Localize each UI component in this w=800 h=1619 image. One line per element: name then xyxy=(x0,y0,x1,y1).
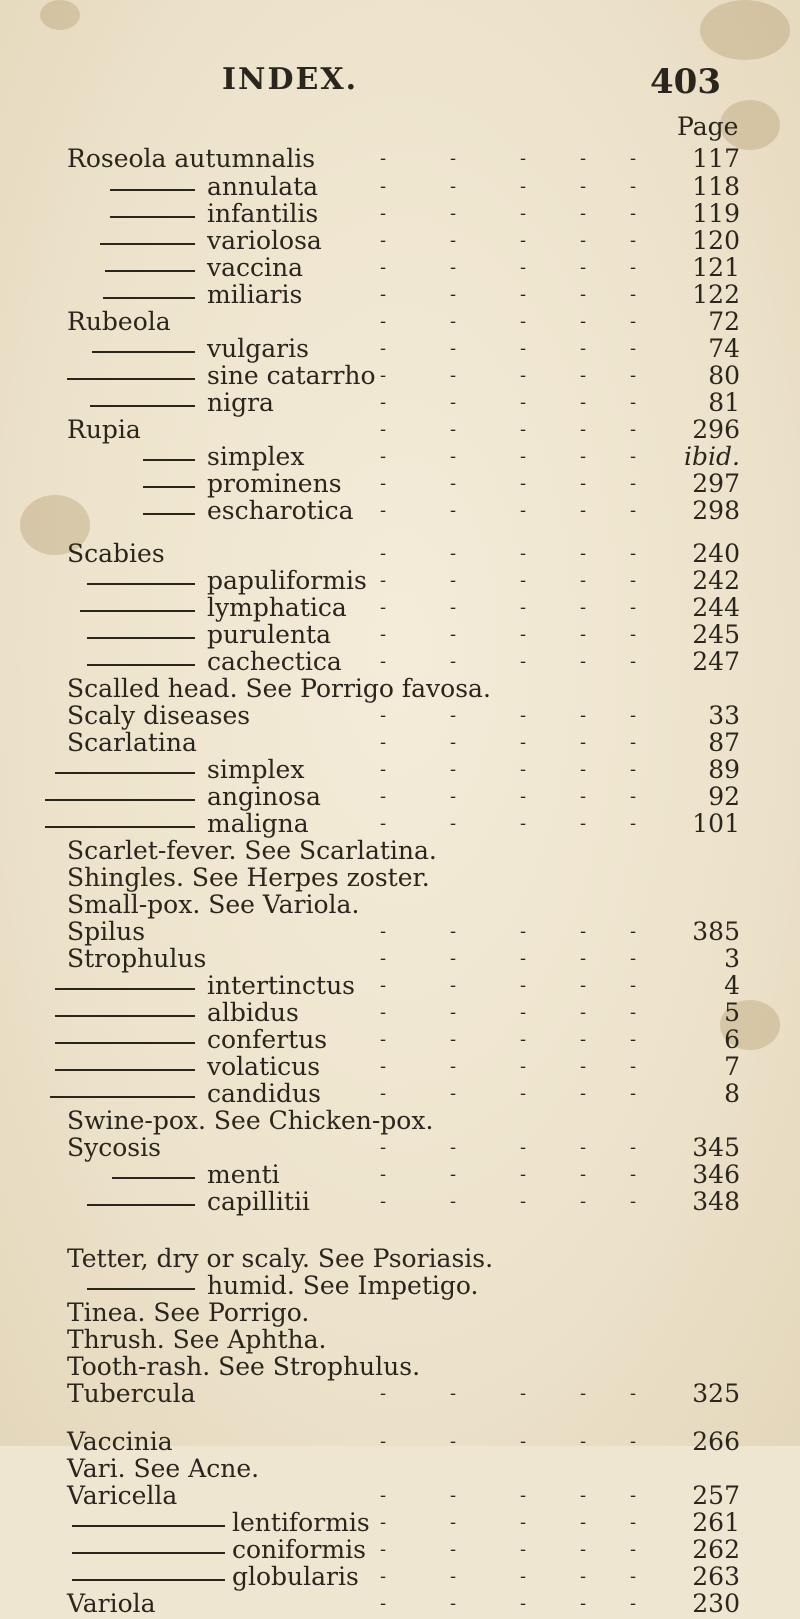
index-entry xyxy=(0,172,800,202)
index-page-ref: 348 xyxy=(692,1187,740,1216)
index-entry xyxy=(0,1271,800,1301)
index-entry xyxy=(0,944,800,974)
index-page-ref: 72 xyxy=(708,307,740,336)
index-page-ref: 120 xyxy=(692,226,740,255)
ditto-rule xyxy=(87,1204,195,1206)
index-subentry-term: intertinctus xyxy=(207,971,356,1000)
ditto-rule xyxy=(50,1096,195,1098)
index-entry xyxy=(0,280,800,310)
leader-dashes: - - - - - xyxy=(380,1137,637,1158)
index-entry xyxy=(0,701,800,731)
index-entry xyxy=(0,1535,800,1565)
leader-dashes: - - - - - xyxy=(380,230,637,251)
index-page-ref: 242 xyxy=(692,566,740,595)
leader-dashes: - - - - - xyxy=(380,1164,637,1185)
index-page-ref: 325 xyxy=(692,1379,740,1408)
index-term: Rubeola xyxy=(67,307,171,336)
index-page-ref: 230 xyxy=(692,1589,740,1618)
index-page-ref: 262 xyxy=(692,1535,740,1564)
index-entry xyxy=(0,1025,800,1055)
ditto-rule xyxy=(87,1288,195,1290)
index-page-ref: 118 xyxy=(692,172,740,201)
index-page-ref: 245 xyxy=(692,620,740,649)
index-entry xyxy=(0,1079,800,1109)
index-page-ref: 81 xyxy=(708,388,740,417)
page-column-label: Page xyxy=(677,112,739,141)
leader-dashes: - - - - - xyxy=(380,651,637,672)
index-subentry-term: vulgaris xyxy=(207,334,309,363)
leader-dashes: - - - - - xyxy=(380,597,637,618)
index-entry xyxy=(0,307,800,337)
leader-dashes: - - - - - xyxy=(380,1002,637,1023)
index-term: Small-pox. See Variola. xyxy=(67,890,360,919)
index-entry xyxy=(0,863,800,893)
ditto-rule xyxy=(143,513,195,515)
leader-dashes: - - - - - xyxy=(380,203,637,224)
ditto-rule xyxy=(105,270,195,272)
leader-dashes: - - - - - xyxy=(380,1512,637,1533)
index-page-ref: 89 xyxy=(708,755,740,784)
index-page-ref: 3 xyxy=(724,944,740,973)
paper-stain xyxy=(700,0,790,60)
ditto-rule xyxy=(103,297,195,299)
index-page-ref: 261 xyxy=(692,1508,740,1537)
ditto-rule xyxy=(72,1525,225,1527)
index-page-ref: 385 xyxy=(692,917,740,946)
index-entry xyxy=(0,1454,800,1484)
index-term: Tinea. See Porrigo. xyxy=(67,1298,310,1327)
paper-stain xyxy=(40,0,80,30)
index-entry xyxy=(0,226,800,256)
ditto-rule xyxy=(112,1177,195,1179)
index-entry xyxy=(0,144,800,174)
index-subentry-term: sine catarrho xyxy=(207,361,376,390)
index-entry xyxy=(0,415,800,445)
index-page-ref: 6 xyxy=(724,1025,740,1054)
index-entry xyxy=(0,361,800,391)
ditto-rule xyxy=(110,189,195,191)
index-page-ref: 119 xyxy=(692,199,740,228)
index-term: Spilus xyxy=(67,917,146,946)
leader-dashes: - - - - - xyxy=(380,705,637,726)
ditto-rule xyxy=(45,799,195,801)
index-subentry-term: globularis xyxy=(232,1562,359,1591)
leader-dashes: - - - - - xyxy=(380,975,637,996)
index-page-ref: 8 xyxy=(724,1079,740,1108)
ditto-rule xyxy=(55,772,195,774)
leader-dashes: - - - - - xyxy=(380,1593,637,1614)
index-term: Roseola autumnalis xyxy=(67,144,316,173)
index-entry xyxy=(0,253,800,283)
ditto-rule xyxy=(72,1579,225,1581)
index-page-ref: 266 xyxy=(692,1427,740,1456)
index-entry xyxy=(0,334,800,364)
index-entry xyxy=(0,442,800,472)
index-entry xyxy=(0,1160,800,1190)
leader-dashes: - - - - - xyxy=(380,1383,637,1404)
index-page-ref: 5 xyxy=(724,998,740,1027)
index-term: Variola xyxy=(67,1589,156,1618)
index-entry xyxy=(0,782,800,812)
index-subentry-term: escharotica xyxy=(207,496,354,525)
leader-dashes: - - - - - xyxy=(380,921,637,942)
running-header-title: INDEX. xyxy=(222,62,359,97)
index-subentry-term: maligna xyxy=(207,809,309,838)
index-subentry-term: infantilis xyxy=(207,199,319,228)
index-page-ref: 345 xyxy=(692,1133,740,1162)
index-page-ref: 263 xyxy=(692,1562,740,1591)
index-term: Strophulus xyxy=(67,944,207,973)
ditto-rule xyxy=(87,664,195,666)
index-entry xyxy=(0,647,800,677)
index-subentry-term: capillitii xyxy=(207,1187,310,1216)
index-entry xyxy=(0,1481,800,1511)
ditto-rule xyxy=(143,486,195,488)
leader-dashes: - - - - - xyxy=(380,570,637,591)
index-page-ref: 257 xyxy=(692,1481,740,1510)
ditto-rule xyxy=(55,1069,195,1071)
index-entry xyxy=(0,674,800,704)
leader-dashes: - - - - - xyxy=(380,311,637,332)
ditto-rule xyxy=(143,459,195,461)
ditto-rule xyxy=(72,1552,225,1554)
index-subentry-term: vaccina xyxy=(207,253,304,282)
leader-dashes: - - - - - xyxy=(380,1029,637,1050)
leader-dashes: - - - - - xyxy=(380,543,637,564)
index-entry xyxy=(0,998,800,1028)
index-page-ref: 122 xyxy=(692,280,740,309)
index-subentry-term: prominens xyxy=(207,469,342,498)
index-subentry-term: confertus xyxy=(207,1025,328,1054)
index-entry xyxy=(0,971,800,1001)
index-term: Scabies xyxy=(67,539,165,568)
leader-dashes: - - - - - xyxy=(380,392,637,413)
index-page-ref: 101 xyxy=(692,809,740,838)
ditto-rule xyxy=(55,1042,195,1044)
index-subentry-term: papuliformis xyxy=(207,566,367,595)
index-entry xyxy=(0,620,800,650)
index-term: Scarlatina xyxy=(67,728,197,757)
ditto-rule xyxy=(67,378,195,380)
leader-dashes: - - - - - xyxy=(380,257,637,278)
leader-dashes: - - - - - xyxy=(380,624,637,645)
index-subentry-term: albidus xyxy=(207,998,299,1027)
leader-dashes: - - - - - xyxy=(380,948,637,969)
index-term: Vari. See Acne. xyxy=(67,1454,260,1483)
index-entry xyxy=(0,890,800,920)
index-subentry-term: lymphatica xyxy=(207,593,347,622)
index-entry xyxy=(0,809,800,839)
leader-dashes: - - - - - xyxy=(380,284,637,305)
index-subentry-term: simplex xyxy=(207,442,305,471)
index-subentry-term: nigra xyxy=(207,388,274,417)
index-subentry-term: humid. See Impetigo. xyxy=(207,1271,479,1300)
ditto-rule xyxy=(80,610,195,612)
index-page-ref: 247 xyxy=(692,647,740,676)
index-page-ref: 7 xyxy=(724,1052,740,1081)
leader-dashes: - - - - - xyxy=(380,1083,637,1104)
index-page-ref: 87 xyxy=(708,728,740,757)
index-page-ref: 244 xyxy=(692,593,740,622)
index-entry xyxy=(0,1427,800,1457)
leader-dashes: - - - - - xyxy=(380,1056,637,1077)
index-page-ref: 117 xyxy=(692,144,740,173)
index-entry xyxy=(0,1589,800,1619)
index-term: Swine-pox. See Chicken-pox. xyxy=(67,1106,434,1135)
index-entry xyxy=(0,1352,800,1382)
leader-dashes: - - - - - xyxy=(380,813,637,834)
ditto-rule xyxy=(100,243,195,245)
index-entry xyxy=(0,1052,800,1082)
leader-dashes: - - - - - xyxy=(380,1191,637,1212)
index-term: Scalled head. See Porrigo favosa. xyxy=(67,674,491,703)
index-entry xyxy=(0,593,800,623)
index-subentry-term: volaticus xyxy=(207,1052,321,1081)
index-entry xyxy=(0,1298,800,1328)
leader-dashes: - - - - - xyxy=(380,1485,637,1506)
index-entry xyxy=(0,496,800,526)
leader-dashes: - - - - - xyxy=(380,786,637,807)
index-entry xyxy=(0,1133,800,1163)
index-entry xyxy=(0,755,800,785)
leader-dashes: - - - - - xyxy=(380,473,637,494)
leader-dashes: - - - - - xyxy=(380,759,637,780)
index-subentry-term: simplex xyxy=(207,755,305,784)
index-term: Tooth-rash. See Strophulus. xyxy=(67,1352,421,1381)
index-page-ref: 298 xyxy=(692,496,740,525)
index-term: Shingles. See Herpes zoster. xyxy=(67,863,430,892)
index-page-ref: 240 xyxy=(692,539,740,568)
index-page-ref: 80 xyxy=(708,361,740,390)
index-page-ref: 4 xyxy=(724,971,740,1000)
index-entry xyxy=(0,836,800,866)
ditto-rule xyxy=(55,988,195,990)
index-term: Thrush. See Aphtha. xyxy=(67,1325,327,1354)
index-page-ref: 121 xyxy=(692,253,740,282)
leader-dashes: - - - - - xyxy=(380,1566,637,1587)
leader-dashes: - - - - - xyxy=(380,148,637,169)
index-page-ref: 92 xyxy=(708,782,740,811)
index-subentry-term: menti xyxy=(207,1160,280,1189)
index-entry xyxy=(0,199,800,229)
leader-dashes: - - - - - xyxy=(380,1539,637,1560)
index-entry xyxy=(0,1508,800,1538)
index-subentry-term: purulenta xyxy=(207,620,331,649)
index-entry xyxy=(0,539,800,569)
ditto-rule xyxy=(87,583,195,585)
index-term: Sycosis xyxy=(67,1133,161,1162)
index-subentry-term: anginosa xyxy=(207,782,321,811)
index-page-ref: 297 xyxy=(692,469,740,498)
index-term: Vaccinia xyxy=(67,1427,173,1456)
index-term: Varicella xyxy=(67,1481,178,1510)
index-entry xyxy=(0,1562,800,1592)
ditto-rule xyxy=(55,1015,195,1017)
index-page-ref: 33 xyxy=(708,701,740,730)
index-term: Scarlet-fever. See Scarlatina. xyxy=(67,836,437,865)
ditto-rule xyxy=(110,216,195,218)
ditto-rule xyxy=(45,826,195,828)
index-page-ref: 346 xyxy=(692,1160,740,1189)
index-subentry-term: candidus xyxy=(207,1079,321,1108)
index-entry xyxy=(0,566,800,596)
index-term: Rupia xyxy=(67,415,141,444)
index-entry xyxy=(0,1187,800,1217)
index-entry xyxy=(0,388,800,418)
index-entry xyxy=(0,1106,800,1136)
leader-dashes: - - - - - xyxy=(380,338,637,359)
leader-dashes: - - - - - xyxy=(380,1431,637,1452)
index-subentry-term: lentiformis xyxy=(232,1508,370,1537)
index-entry xyxy=(0,1325,800,1355)
index-page-ref: 74 xyxy=(708,334,740,363)
index-term: Tetter, dry or scaly. See Psoriasis. xyxy=(67,1244,494,1273)
ditto-rule xyxy=(87,637,195,639)
ditto-rule xyxy=(92,351,195,353)
leader-dashes: - - - - - xyxy=(380,446,637,467)
index-entry xyxy=(0,917,800,947)
index-term: Scaly diseases xyxy=(67,701,251,730)
index-subentry-term: miliaris xyxy=(207,280,303,309)
running-header-page-number: 403 xyxy=(650,62,721,102)
index-subentry-term: annulata xyxy=(207,172,319,201)
index-subentry-term: coniformis xyxy=(232,1535,366,1564)
index-entry xyxy=(0,469,800,499)
index-subentry-term: variolosa xyxy=(207,226,322,255)
index-entry xyxy=(0,1244,800,1274)
index-entry xyxy=(0,728,800,758)
leader-dashes: - - - - - xyxy=(380,732,637,753)
leader-dashes: - - - - - xyxy=(380,176,637,197)
index-subentry-term: cachectica xyxy=(207,647,342,676)
leader-dashes: - - - - - xyxy=(380,365,637,386)
index-page-ref: ibid. xyxy=(684,442,740,471)
leader-dashes: - - - - - xyxy=(380,500,637,521)
index-entry xyxy=(0,1379,800,1409)
leader-dashes: - - - - - xyxy=(380,419,637,440)
index-term: Tubercula xyxy=(67,1379,196,1408)
ditto-rule xyxy=(90,405,195,407)
index-page-ref: 296 xyxy=(692,415,740,444)
